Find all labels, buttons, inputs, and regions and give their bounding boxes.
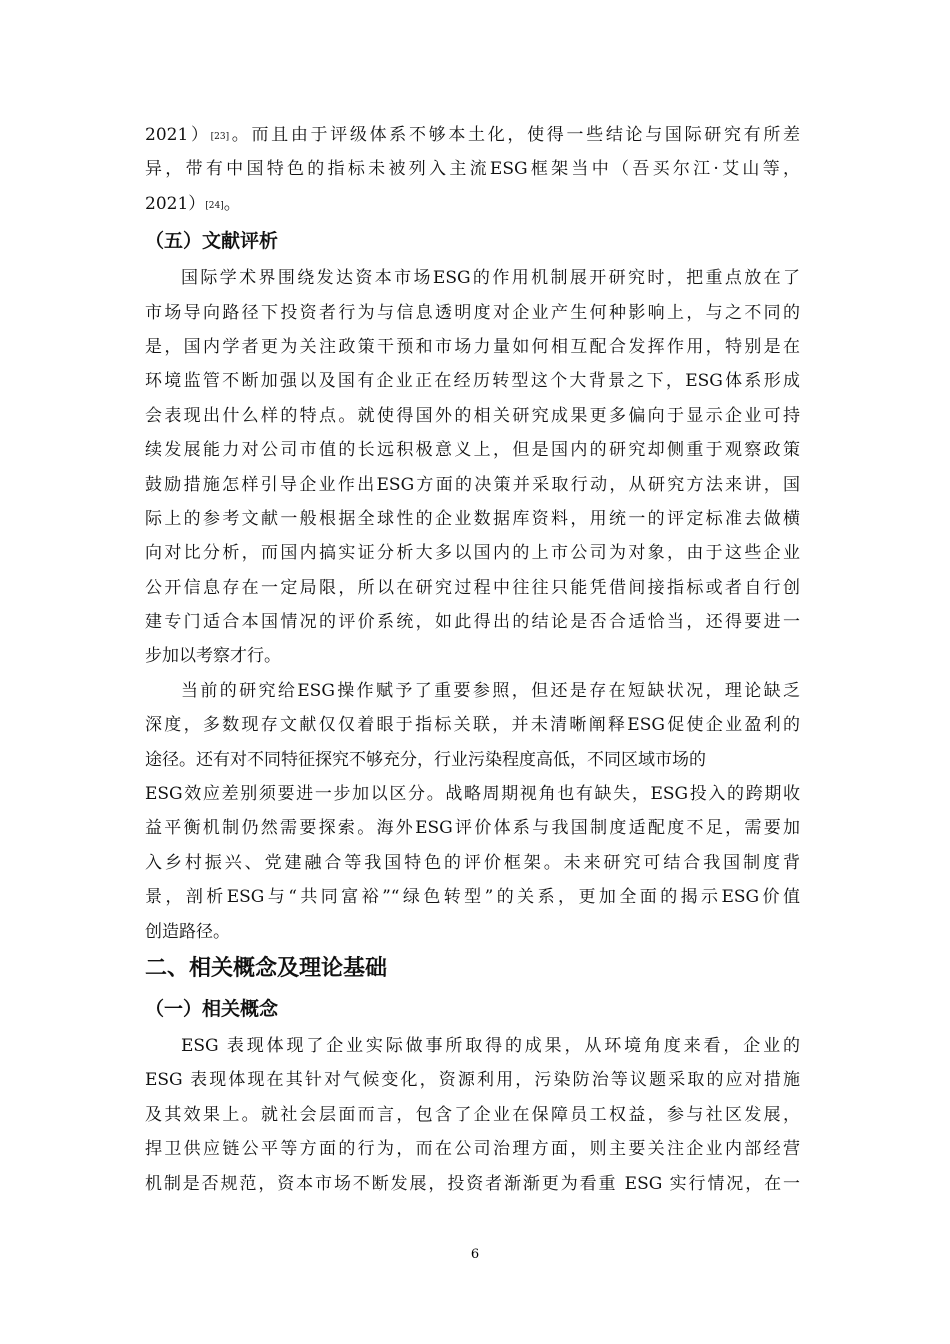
text-line: 捍卫供应链公平等方面的行为，而在公司治理方面，则主要关注企业内部经营	[145, 1139, 800, 1160]
text-line: 途径。还有对不同特征探究不够充分，行业污染程度高低，不同区域市场的	[145, 749, 706, 770]
chapter-heading: 二、相关概念及理论基础	[145, 955, 388, 981]
paragraph-literature-review-1	[145, 261, 800, 674]
text-line: 2021）[24]。	[145, 193, 241, 214]
text-line: 国际学术界围绕发达资本市场ESG的作用机制展开研究时，把重点放在了	[181, 268, 800, 289]
text-line: 深度，多数现存文献仅仅着眼于指标关联，并未清晰阐释ESG促使企业盈利的	[145, 715, 800, 736]
text-line: ESG 表现体现在其针对气候变化，资源利用，污染防治等议题采取的应对措施	[145, 1070, 800, 1091]
text-line: 是，国内学者更为关注政策干预和市场力量如何相互配合发挥作用，特别是在	[145, 336, 800, 357]
document-page	[145, 118, 800, 1201]
text-line: 及其效果上。就社会层面而言，包含了企业在保障员工权益，参与社区发展，	[145, 1104, 800, 1125]
text-line: 环境监管不断加强以及国有企业正在经历转型这个大背景之下，ESG体系形成	[145, 371, 800, 392]
text-line: 续发展能力对公司市值的长远积极意义上，但是国内的研究却侧重于观察政策	[145, 440, 800, 461]
section-heading-related-concepts: （一）相关概念	[145, 997, 279, 1020]
citation-24[interactable]: [24]	[205, 200, 224, 211]
text-line: 市场导向路径下投资者行为与信息透明度对企业产生何种影响上，与之不同的	[145, 302, 800, 323]
section-heading-literature-review: （五）文献评析	[145, 230, 279, 253]
text-line: 际上的参考文献一般根据全球性的企业数据库资料，用统一的评定标准去做横	[145, 508, 800, 529]
text-line: 2021）[23]。而且由于评级体系不够本土化，使得一些结论与国际研究有所差	[145, 125, 801, 145]
text-line: 步加以考察才行。	[145, 646, 281, 667]
text-line: 异，带有中国特色的指标未被列入主流ESG框架当中（吾买尔江·艾山等，	[145, 159, 800, 180]
continuation-paragraph	[145, 118, 800, 221]
page-number: 6	[470, 1247, 480, 1262]
citation-23[interactable]: [23]	[210, 132, 230, 142]
text-line: 景，剖析ESG与“共同富裕”“绿色转型”的关系，更加全面的揭示ESG价值	[145, 887, 800, 908]
paragraph-related-concepts-1	[145, 1029, 800, 1201]
text-line: 益平衡机制仍然需要探索。海外ESG评价体系与我国制度适配度不足，需要加	[145, 818, 800, 839]
text-line: 向对比分析，而国内搞实证分析大多以国内的上市公司为对象，由于这些企业	[145, 543, 800, 564]
text-line: 当前的研究给ESG操作赋予了重要参照，但还是存在短缺状况，理论缺乏	[181, 680, 800, 701]
text-line: 建专门适合本国情况的评价系统，如此得出的结论是否合适恰当，还得要进一	[145, 612, 800, 633]
text-line: ESG效应差别须要进一步加以区分。战略周期视角也有缺失，ESG投入的跨期收	[145, 784, 800, 805]
text-line: 鼓励措施怎样引导企业作出ESG方面的决策并采取行动，从研究方法来讲，国	[145, 474, 800, 495]
text-line: 公开信息存在一定局限，所以在研究过程中往往只能凭借间接指标或者自行创	[145, 577, 800, 598]
text-line: 入乡村振兴、党建融合等我国特色的评价框架。未来研究可结合我国制度背	[145, 852, 800, 873]
text-line: 创造路径。	[145, 921, 230, 942]
text-line: ESG 表现体现了企业实际做事所取得的成果，从环境角度来看，企业的	[181, 1035, 800, 1056]
paragraph-literature-review-2	[145, 674, 800, 949]
text-line: 会表现出什么样的特点。就使得国外的相关研究成果更多偏向于显示企业可持	[145, 405, 800, 426]
text-line: 机制是否规范，资本市场不断发展，投资者渐渐更为看重 ESG 实行情况，在一	[145, 1173, 800, 1194]
